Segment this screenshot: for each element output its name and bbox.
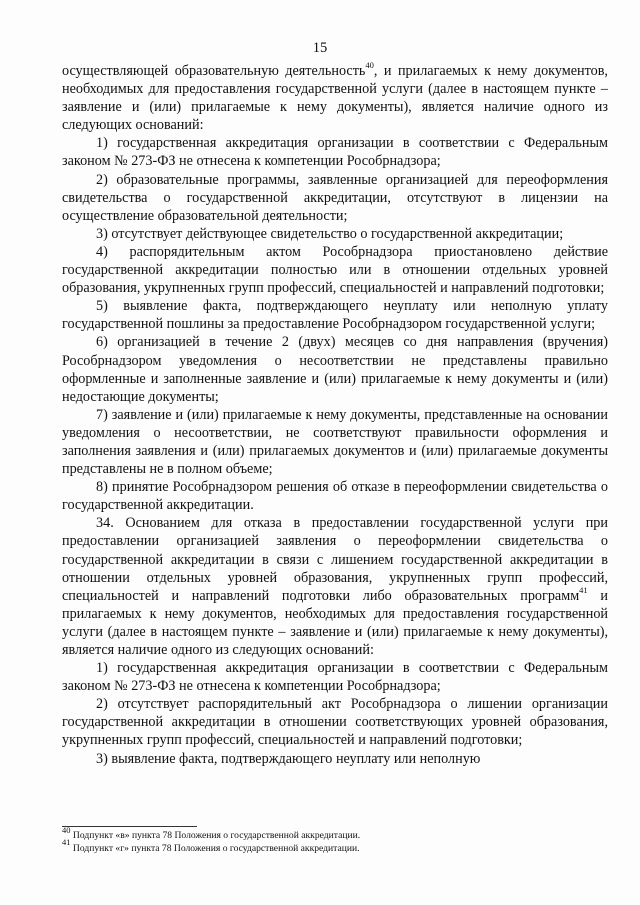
paragraph-intro-end: , и прилагаемых к нему документов, необходимых для предоставления государственной услуги (далее в настоящем пункте – заявление и (или) прилагаемые к нему документы), является наличие одного из следующих оснований: [62,63,608,134]
list-item: 8) принятие Рособрнадзором решения об отказе в переоформлении свидетельства о государственной аккредитации. [62,479,608,514]
footnote-40 [62,824,608,843]
list-item: 1) государственная аккредитация организации в соответствии с Федеральным законом № 273-ФЗ не отнесена к компетенции Рособрнадзора; [62,660,608,695]
footnote-divider [62,826,197,827]
list-item: 5) выявление факта, подтверждающего неуплату или неполную уплату государственной пошлины за предоставление Рособрнадзором государственной услуги; [62,298,608,333]
list-item: 7) заявление и (или) прилагаемые к нему документы, представленные на основании уведомления о несоответствии, не соответствуют правильности оформления и заполнения заявления и (или) прилагаемых документов и (или) прилагаемые документы представлены не в полном объеме; [62,406,608,478]
footnotes [62,824,608,855]
footnote-text: Подпункт «г» пункта 78 Положения о государственной аккредитации. [72,842,360,854]
list-item: 2) отсутствует распорядительный акт Рособрнадзора о лишении организации государственной аккредитации в отношении соответствующих уровней образования, укрупненных групп профессий, специальностей и направлений подготовки; [62,696,608,749]
paragraph-intro-start: осуществляющей образовательную деятельность [62,63,366,79]
footnote-ref-41: 41 [579,584,588,595]
list-item: 6) организацией в течение 2 (двух) месяцев со дня направления (вручения) Рособрнадзором уведомления о несоответствии не представлены правильно оформленные и заполненные заявление и (или) прилагаемые к нему документы и (или) недостающие документы; [62,334,608,405]
document-body [62,62,608,768]
footnote-text: Подпункт «в» пункта 78 Положения о государственной аккредитации. [72,830,361,841]
paragraph-intro [62,62,608,134]
paragraph-34-start: 34. Основанием для отказа в предоставлении государственной услуги при предоставлении организацией заявления о переоформлении свидетельства о государственной аккредитации в связи с лишением государственной аккредитации в отношении отдельных уровней образования, укрупненных групп профессий, специальностей и направлений подготовки либо образовательных программ [62,515,608,604]
list-item: 4) распорядительным актом Рособрнадзора приостановлено действие государственной аккредитации полностью или в отношении отдельных уровней образования, укрупненных групп профессий, специальностей и направлений подготовки; [62,243,608,297]
list-item: 2) образовательные программы, заявленные организацией для переоформления свидетельства о государственной аккредитации, отсутствуют в лицензии на осуществление образовательной деятельности; [62,171,608,224]
footnote-41 [62,837,608,856]
footnote-number: 40 [62,824,71,835]
page-number: 15 [312,40,328,56]
footnote-ref-40: 40 [365,60,374,71]
list-item: 3) отсутствует действующее свидетельство о государственной аккредитации; [96,225,564,242]
footnote-number: 41 [62,837,71,848]
paragraph-34-end: и прилагаемых к нему документов, необходимых для предоставления государственной услуги (далее в настоящем пункте – заявление и (или) прилагаемые к нему документы), является наличие одного из следующих оснований: [62,587,608,658]
paragraph-34 [62,514,608,659]
list-item: 3) выявление факта, подтверждающего неуплату или неполную [96,750,481,767]
list-item: 1) государственная аккредитация организации в соответствии с Федеральным законом № 273-ФЗ не отнесена к компетенции Рособрнадзора; [62,135,608,170]
